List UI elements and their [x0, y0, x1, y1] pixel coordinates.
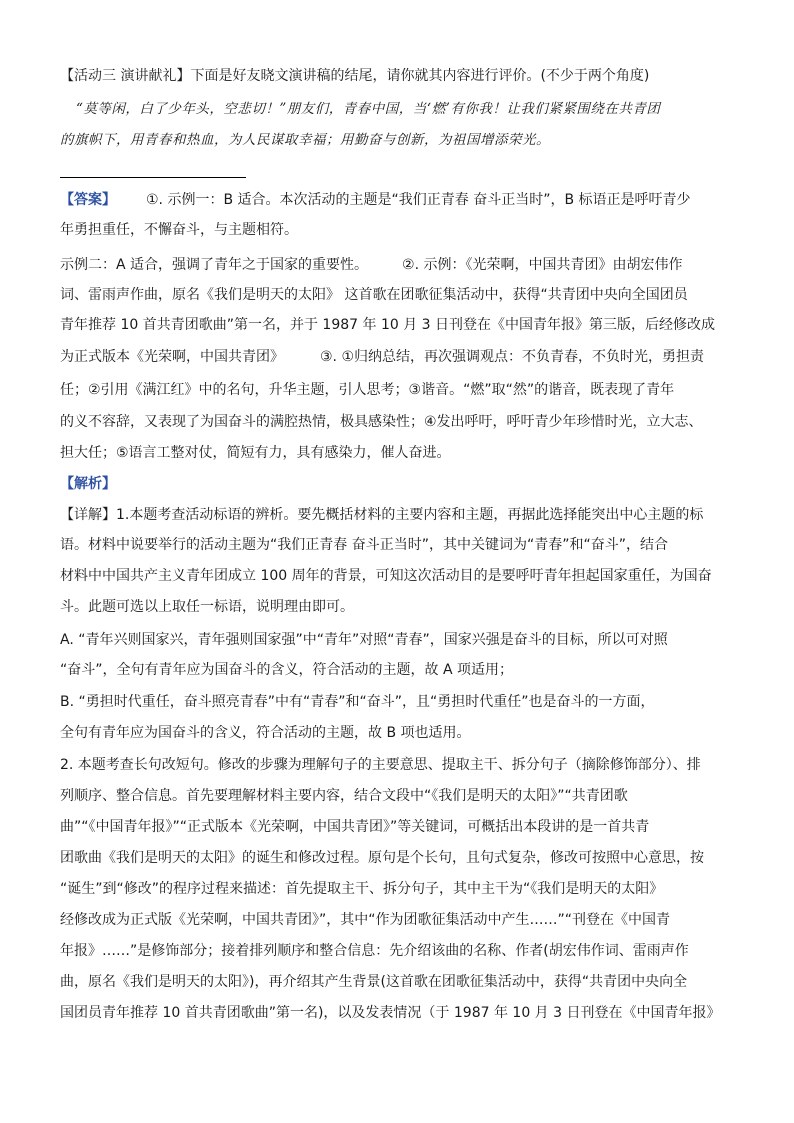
detail-line-8: 全句有青年应为国奋斗的含义，符合活动的主题，故 B 项也适用。: [60, 725, 471, 741]
answer-line-2: 年勇担重任，不懈奋斗，与主题相符。: [60, 222, 298, 238]
analysis-tag: 【解析】: [60, 476, 116, 492]
speech-line-2: 的旗帜下，用青春和热血，为人民谋取幸福；用勤奋与创新，为祖国增添荣光。: [60, 132, 550, 148]
analysis-heading: [60, 474, 750, 494]
answer-line-7: 任；②引用《满江红》中的名句，升华主题，引人思考；③谐音。“燃”取“然”的谐音，既表现了青年: [60, 382, 675, 398]
detail-line-17: 国团员青年推荐 10 首共青团歌曲”第一名)，以及发表情况（于 1987 年 10 月 3 日刊登在《中国青年报》: [60, 1005, 721, 1021]
answer-line-9: 担大任；⑤语言工整对仗，简短有力，具有感染力，催人奋进。: [60, 445, 451, 461]
detail-line-3: 材料中中国共产主义青年团成立 100 周年的背景，可知这次活动目的是要呼吁青年担起国家重任，为国奋: [60, 568, 712, 584]
detail-line-1: 【详解】1.本题考查活动标语的辨析。要先概括材料的主要内容和主题，再据此选择能突出中心主题的标: [60, 507, 704, 523]
detail-line-9: 2. 本题考查长句改短句。修改的步骤为理解句子的主要意思、提取主干、拆分句子（摘除修饰部分）、排: [60, 757, 701, 773]
detail-line-15: 年报》……”是修饰部分；接着排列顺序和整合信息：先介绍该曲的名称、作者(胡宏伟作词、雷雨声作: [60, 943, 689, 959]
detail-line-7: B. “勇担时代重任，奋斗照亮青春”中有“青春”和“奋斗”，且“勇担时代重任”也是奋斗的一方面，: [60, 694, 655, 710]
detail-line-2: 语。材料中说要举行的活动主题为“我们正青春 奋斗正当时”，其中关键词为“青春”和“奋斗”，结合: [60, 537, 668, 553]
detail-line-10: 列顺序、整合信息。首先要理解材料主要内容，结合文段中“《我们是明天的太阳》”“共青团歌: [60, 788, 628, 804]
answer-line-5: 青年推荐 10 首共青团歌曲”第一名，并于 1987 年 10 月 3 日刊登在《中国青年报》第三版，后经修改成: [60, 317, 716, 333]
detail-line-14: 经修改成为正式版《光荣啊，中国共青团》”，其中“作为团歌征集活动中产生……”“刊登在《中国青: [60, 912, 671, 928]
detail-line-4: 斗。此题可选以上取任一标语，说明理由即可。: [60, 599, 354, 615]
answer-line-8: 的义不容辞，又表现了为国奋斗的满腔热情，极具感染性；④发出呼吁，呼吁青少年珍惜时光，立大志、: [60, 414, 703, 430]
answer-line-3: 示例二：A 适合，强调了青年之于国家的重要性。 ②. 示例：《光荣啊，中国共青团》由胡宏伟作: [60, 257, 683, 273]
separator-rule: [60, 177, 246, 178]
answer-line-6: 为正式版本《光荣啊，中国共青团》 ③. ①归纳总结，再次强调观点：不负青春，不负时光，勇担责: [60, 349, 705, 365]
answer-tag: 【答案】: [60, 192, 116, 208]
detail-line-5: A. “青年兴则国家兴，青年强则国家强”中“青年”对照“青春”，国家兴强是奋斗的目标，所以可对照: [60, 632, 668, 648]
answer-line-4: 词、雷雨声作曲，原名《我们是明天的太阳》 这首歌在团歌征集活动中，获得“共青团中央向全国团员: [60, 287, 688, 303]
detail-line-13: “诞生”到“修改”的程序过程来描述：首先提取主干、拆分句子，其中主干为“《我们是明天的太阳》: [60, 881, 664, 897]
detail-tag: 【详解】: [60, 507, 116, 523]
detail-line-11: 曲”“《中国青年报》”“正式版本《光荣啊，中国共青团》”等关键词，可概括出本段讲的是一首共青: [60, 819, 650, 835]
detail-line-12: 团歌曲《我们是明天的太阳》的诞生和修改过程。原句是个长句，且句式复杂，修改可按照中心意思，按: [60, 850, 704, 866]
activity-prompt: 【活动三 演讲献礼】下面是好友晓文演讲稿的结尾，请你就其内容进行评价。(不少于两个角度): [60, 68, 650, 84]
detail-line-16: 曲，原名《我们是明天的太阳》)，再介绍其产生背景(这首歌在团歌征集活动中，获得“共青团中央向全: [60, 974, 688, 990]
answer-line-1: 【答案】 ①. 示例一：B 适合。本次活动的主题是“我们正青春 奋斗正当时”，B 标语正是呼吁青少: [60, 192, 691, 208]
detail-line-6: “奋斗”，全句有青年应为国奋斗的含义，符合活动的主题，故 A 项适用；: [60, 662, 513, 678]
speech-line-1: “莫等闲，白了少年头，空悲切！”朋友们，青春中国，当‘燃’有你我！让我们紧紧围绕在共青团: [76, 101, 661, 117]
